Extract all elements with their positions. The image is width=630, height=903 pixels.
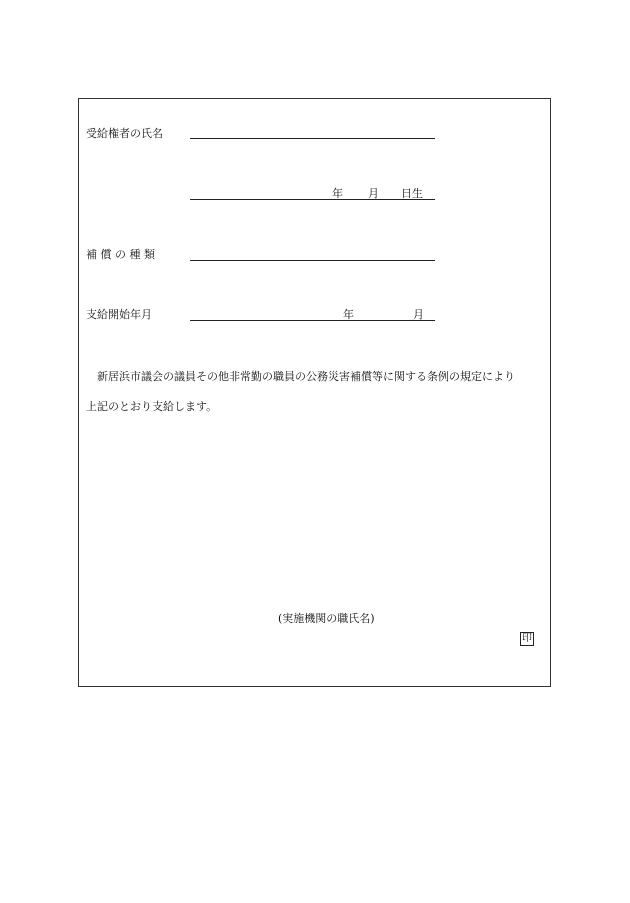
compensation-type-label: 補 償 の 種 類 — [86, 248, 155, 261]
payment-start-line[interactable] — [190, 320, 435, 321]
agency-label: (実施機関の職氏名) — [278, 612, 375, 625]
start-month-label: 月 — [413, 308, 424, 321]
seal-box: 印 — [522, 633, 532, 644]
birth-month-label: 月 — [368, 187, 379, 200]
recipient-name-label: 受給権者の氏名 — [86, 127, 163, 140]
birth-day-label: 日生 — [401, 187, 423, 200]
payment-start-label: 支給開始年月 — [86, 308, 152, 321]
statement-line-2: 上記のとおり支給します。 — [86, 400, 218, 413]
form-frame — [78, 98, 551, 687]
recipient-name-line[interactable] — [190, 138, 435, 139]
compensation-type-line[interactable] — [190, 260, 435, 261]
birth-date-line[interactable] — [190, 199, 435, 200]
start-year-label: 年 — [343, 308, 354, 321]
birth-year-label: 年 — [332, 187, 343, 200]
statement-line-1: 新居浜市議会の議員その他非常勤の職員の公務災害補償等に関する条例の規定により — [97, 370, 515, 383]
